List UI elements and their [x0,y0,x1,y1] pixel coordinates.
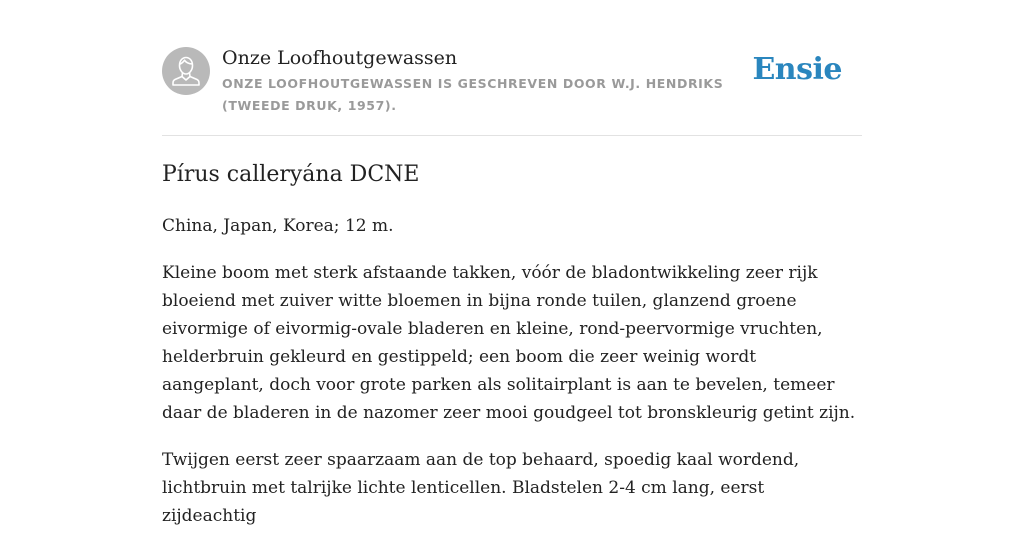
avatar[interactable] [162,47,210,95]
article-paragraph: Twijgen eerst zeer spaarzaam aan de top behaard, spoedig kaal wordend, lichtbruin met talrijke lichte lenticellen. Bladstelen 2-4 cm lang, eerst zijdeachtig [162,450,800,526]
page [162,0,862,526]
collection-subtitle: ONZE LOOFHOUTGEWASSEN IS GESCHREVEN DOOR W.J. HENDRIKS (TWEEDE DRUK, 1957). [222,76,724,113]
collection-title[interactable]: Onze Loofhoutgewassen [222,47,458,69]
article-title: Pírus calleryána DCNE [162,162,420,187]
article-body [162,212,862,549]
collection-header [162,0,862,136]
article-paragraph: Kleine boom met sterk afstaande takken, vóór de bladontwikkeling zeer rijk bloeiend met zuiver witte bloemen in bijna ronde tuilen, glanzend groene eivormige of eivormig-ovale bladeren en kleine, rond-peervormige vruchten, helderbruin gekleurd en gestippeld; een boom die zeer weinig wordt aangeplant, doch voor grote parken als solitairplant is aan te bevelen, temeer daar de bladeren in de nazomer zeer mooi goudgeel tot bronskleurig getint zijn. [162,263,856,423]
collection-info [222,45,752,117]
article-origin: China, Japan, Korea; 12 m. [162,216,394,236]
brand-logo-link[interactable]: Ensie [752,52,842,87]
user-silhouette-icon [162,47,210,95]
